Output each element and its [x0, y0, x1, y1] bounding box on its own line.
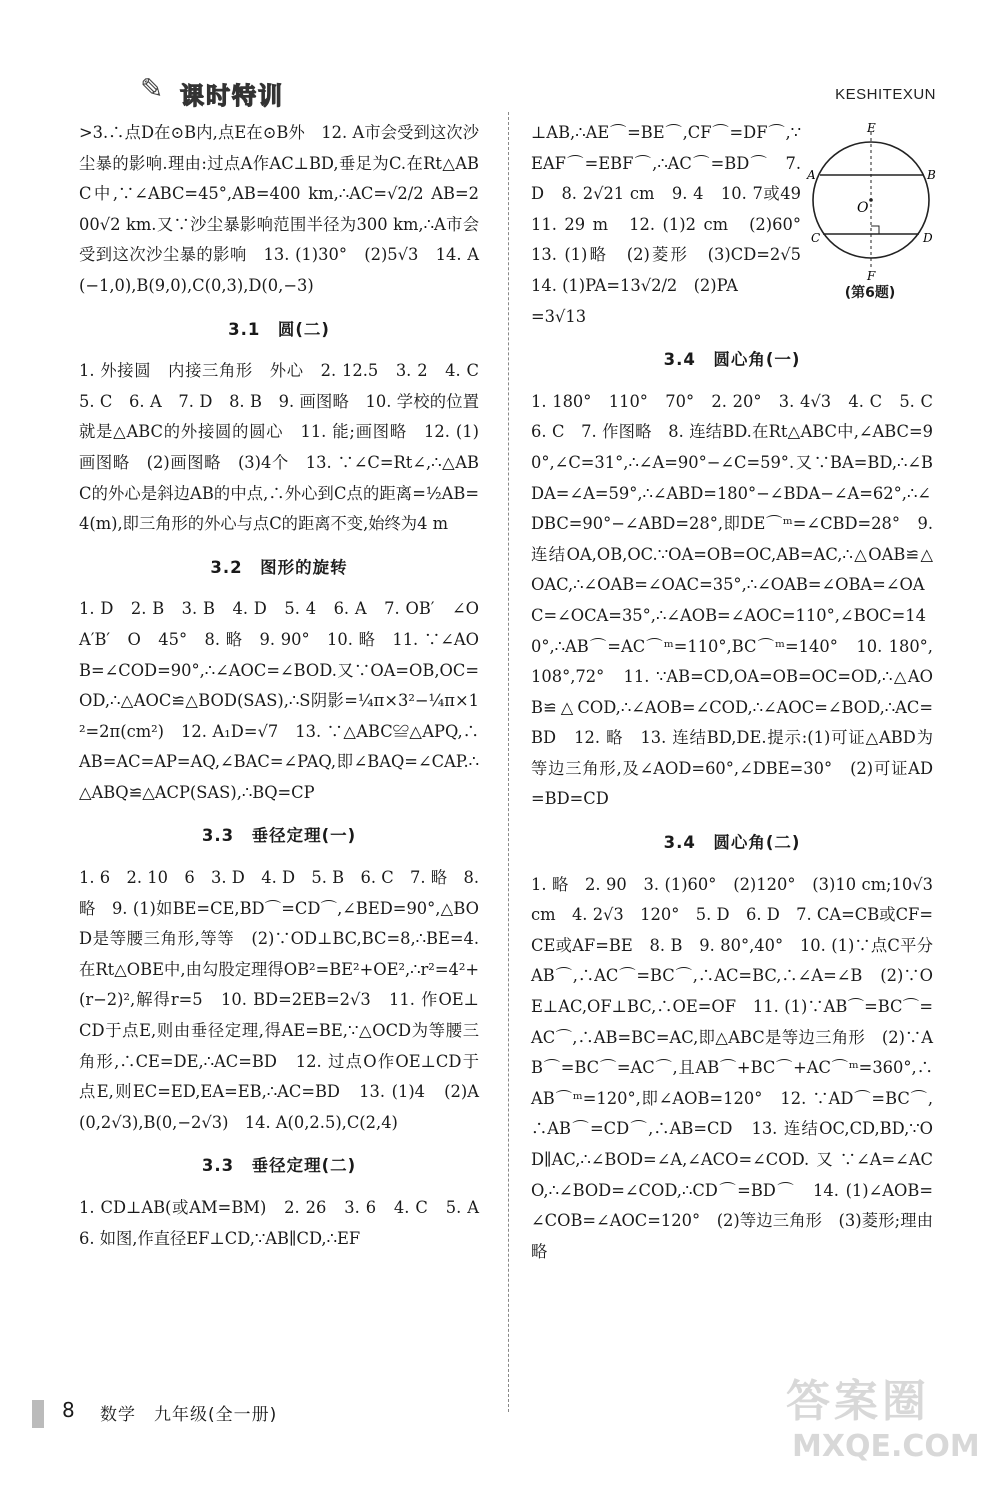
section-title-3-3a: 3.3 垂径定理(一)	[201, 826, 357, 846]
section-title-3-4b: 3.4 圆心角(二)	[663, 833, 801, 853]
continued-answers-right: ⊥AB,∴AE⌒=BE⌒,CF⌒=DF⌒,∵EAF⌒=EBF⌒,∴AC⌒=BD⌒ 7. D 8. 2√21 cm 9. 4 10. 7或49 11. 29 m 12. (1)2 cm (2)60° 13. (1)略 (2)菱形 (3)CD=2√5 14. (1)PA=13√2/2 (2)PA	[531, 123, 818, 295]
book-subject: 数学 九年级(全一册)	[100, 1405, 278, 1425]
column-divider	[508, 112, 509, 1412]
label-e: E	[867, 121, 876, 135]
page-footer	[32, 1398, 632, 1432]
series-logo	[80, 70, 300, 110]
label-f: F	[867, 269, 876, 280]
center-point	[869, 198, 873, 202]
circle-diagram	[803, 120, 943, 280]
section-title-3-3b: 3.3 垂径定理(二)	[201, 1156, 357, 1176]
figure-caption: (第6题)	[844, 285, 896, 301]
section-answers-3-3a: 1. 6 2. 10 6 3. D 4. D 5. B 6. C 7. 略 8. 略 9. (1)如BE=CE,BD⌒=CD⌒,∠BED=90°,△BOD是等腰三角形,等等 (2)∵OD⊥BC,BC=8,∴BE=4.在Rt△OBE中,由勾股定理得OB²=BE²+OE²,∴r²=4²+(r−2)²,解得r=5 10. BD=2EB=2√3 11. 作OE⊥CD于点E,则由垂径定理,得AE=BE,∵△OCD为等腰三角形,∴CE=DE,∴AC=BD 12. 过点O作OE⊥CD于点E,则EC=ED,EA=EB,∴AC=BD 13. (1)4 (2)A(0,2√3),B(0,−2√3) 14. A(0,2.5),C(2,4)	[79, 868, 479, 1132]
watermark-logo: 答案圈	[786, 1376, 930, 1427]
section-title-3-4a: 3.4 圆心角(一)	[663, 350, 801, 370]
right-angle-mark	[871, 226, 879, 234]
running-header: KESHITEXUN	[835, 86, 936, 103]
label-o: O	[857, 200, 869, 216]
section-title-3-2: 3.2 图形的旋转	[210, 557, 348, 577]
watermark-url: MXQE.COM	[792, 1429, 980, 1464]
site-watermark	[776, 1365, 980, 1475]
section-answers-3-4a: 1. 180° 110° 70° 2. 20° 3. 4√3 4. C 5. C 6. C 7. 作图略 8. 连结BD.在Rt△ABC中,∠ABC=90°,∠C=31°,∴∠A=90°−∠C=59°.又∵BA=BD,∴∠BDA=∠A=59°,∴∠ABD=180°−∠BDA−∠A=62°,∴∠DBC=90°−∠ABD=28°,即DE⌒ᵐ=∠CBD=28° 9. 连结OA,OB,OC.∵OA=OB=OC,AB=AC,∴△OAB≌△OAC,∴∠OAB=∠OAC=35°,∴∠OAB=∠OBA=∠OAC=∠OCA=35°,∴∠AOB=∠AOC=110°,∠BOC=140°,∴AB⌒=AC⌒ᵐ=110°,BC⌒ᵐ=140° 10. 180°,108°,72° 11. ∵AB=CD,OA=OB=OC=OD,∴△AOB≌△COD,∴∠AOB=∠COD,∴∠AOC=∠BOD,∴AC=BD 12. 略 13. 连结BD,DE.提示:(1)可证△ABD为等边三角形,及∠AOD=60°,∠DBE=30° (2)可证AD=BD=CD	[531, 391, 950, 809]
circle-figure	[803, 120, 943, 320]
logo-text: 课时特训	[180, 82, 284, 110]
footer-edge-mark	[32, 1400, 44, 1428]
label-a: A	[807, 168, 816, 182]
section-answers-3-4b: 1. 略 2. 90 3. (1)60° (2)120° (3)10 cm;10√3 cm 4. 2√3 120° 5. D 6. D 7. CA=CB或CF=CE或AF=BE 8. B 9. 80°,40° 10. (1)∵点C平分AB⌒,∴AC⌒=BC⌒,∴AC=BC,∴∠A=∠B (2)∵OE⊥AC,OF⊥BC,∴OE=OF 11. (1)∵AB⌒=BC⌒=AC⌒,∴AB=BC=AC,即△ABC是等边三角形 (2)∵AB⌒=BC⌒=AC⌒,且AB⌒+BC⌒+AC⌒ᵐ=360°,∴AB⌒ᵐ=120°,即∠AOB=120° 12. ∵AD⌒=BC⌒,∴AB⌒=CD⌒,∴AB=CD 13. 连结OC,CD,BD,∵OD∥AC,∴∠BOD=∠A,∠ACO=∠COD.又∵∠A=∠ACO,∴∠BOD=∠COD,∴CD⌒=BD⌒ 14. (1)∠AOB=∠COB=∠AOC=120° (2)等边三角形 (3)菱形;理由略	[531, 874, 933, 1261]
section-answers-3-3b: 1. CD⊥AB(或AM=BM) 2. 26 3. 6 4. C 5. A 6. 如图,作直径EF⊥CD,∵AB∥CD,∴EF	[79, 1198, 496, 1248]
continued-answers-right-end: =3√13	[531, 306, 587, 326]
label-c: C	[811, 231, 821, 245]
pen-icon: ✎	[140, 72, 164, 105]
section-answers-3-1: 1. 外接圆 内接三角形 外心 2. 12.5 3. 2 4. C 5. C 6. A 7. D 8. B 9. 画图略 10. 学校的位置就是△ABC的外接圆的圆心 11. 能;画图略 12. (1)画图略 (2)画图略 (3)4个 13. ∵∠C=Rt∠,∴△ABC的外心是斜边AB的中点,∴外心到C点的距离=½AB=4(m),即三角形的外心与点C的距离不变,始终为4 m	[79, 361, 496, 534]
left-column	[79, 118, 496, 1254]
label-b: B	[927, 168, 936, 182]
continued-answers: >3.∴点D在⊙B内,点E在⊙B外 12. A市会受到这次沙尘暴的影响.理由:过点A作AC⊥BD,垂足为C.在Rt△ABC中,∵∠ABC=45°,AB=400 km,∴AC=√2/2 AB=200√2 km.又∵沙尘暴影响范围半径为300 km,∴A市会受到这次沙尘暴的影响 13. (1)30° (2)5√3 14. A(−1,0),B(9,0),C(0,3),D(0,−3)	[79, 123, 480, 295]
section-title-3-1: 3.1 圆(二)	[228, 319, 330, 339]
label-d: D	[923, 231, 933, 245]
page-header	[0, 0, 1000, 120]
page-number: 8	[62, 1398, 75, 1422]
section-answers-3-2: 1. D 2. B 3. B 4. D 5. 4 6. A 7. OB′ ∠OA′B′ O 45° 8. 略 9. 90° 10. 略 11. ∵∠AOB=∠COD=90°,∴∠AOC=∠BOD.又∵OA=OB,OC=OD,∴△AOC≌△BOD(SAS),∴S阴影=¼π×3²−¼π×1²=2π(cm²) 12. A₁D=√7 13. ∵△ABC≌△APQ,∴AB=AC=AP=AQ,∠BAC=∠PAQ,即∠BAQ=∠CAP.∴△ABQ≌△ACP(SAS),∴BQ=CP	[79, 599, 479, 802]
